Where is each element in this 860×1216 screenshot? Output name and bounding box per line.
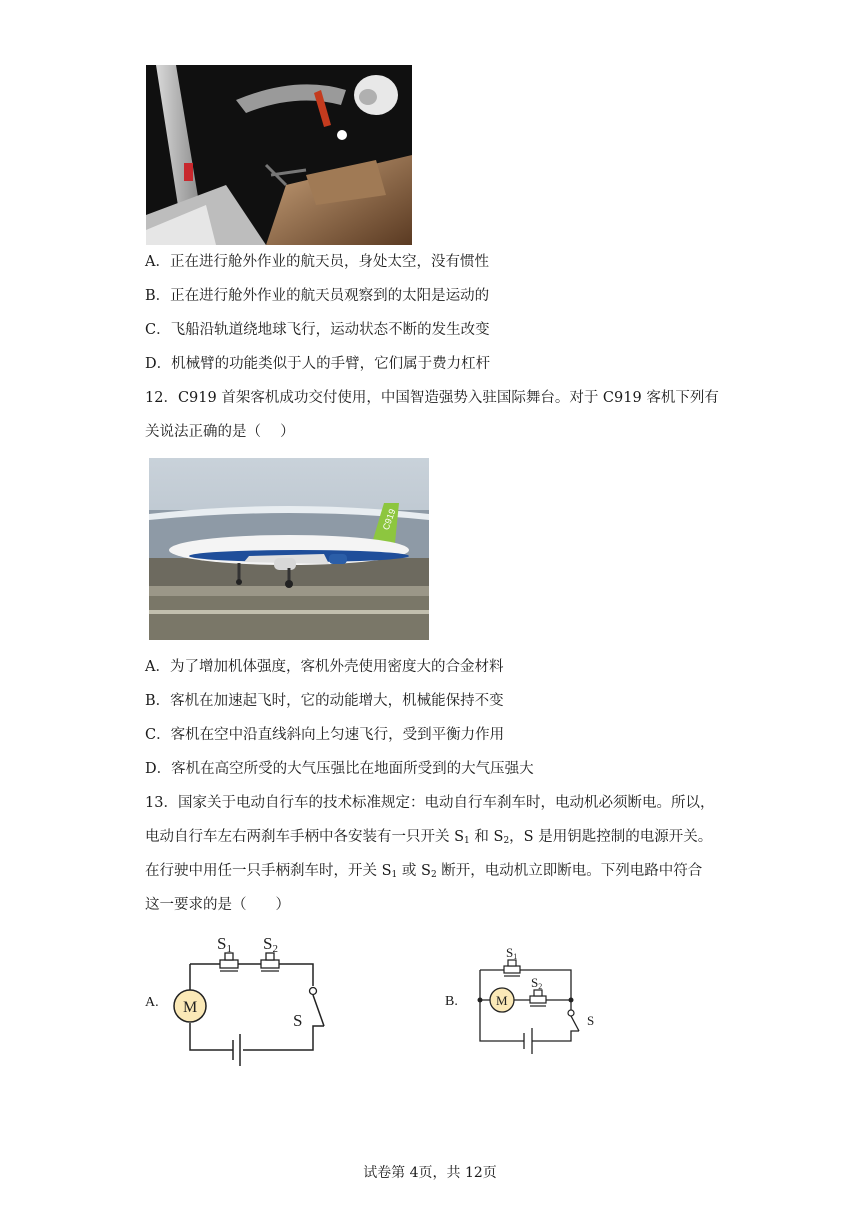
spacewalk-photo <box>146 65 412 245</box>
plane-tail-text: C919 <box>380 507 398 532</box>
circuit-b-label: B. <box>445 994 458 1009</box>
q11-option-c: C．飞船沿轨道绕地球飞行，运动状态不断的发生改变 <box>145 322 490 338</box>
q13-stem-line4: 这一要求的是（ ） <box>145 897 290 913</box>
q11-option-a: A．正在进行舱外作业的航天员，身处太空，没有惯性 <box>145 254 489 270</box>
circuit-a-s1-label: S1 <box>217 934 232 955</box>
q12-stem-line1: 12．C919 首架客机成功交付使用，中国智造强势入驻国际舞台。对于 C919 客机下列有 <box>145 390 719 406</box>
circuit-a-s-label: S <box>293 1011 303 1030</box>
page-footer: 试卷第 4页，共 12页 <box>363 1165 497 1181</box>
circuit-a-label: A. <box>145 995 159 1010</box>
circuit-b-s-label: S <box>587 1013 595 1028</box>
q13-stem-line1: 13．国家关于电动自行车的技术标准规定：电动自行车刹车时，电动机必须断电。所以， <box>145 795 715 811</box>
circuit-b <box>440 945 615 1060</box>
circuit-b-s2-label: S2 <box>531 975 543 991</box>
circuit-a-motor-label: M <box>183 999 198 1016</box>
q12-option-b: B．客机在加速起飞时，它的动能增大，机械能保持不变 <box>145 693 504 709</box>
q13-stem-line2: 电动自行车左右两刹车手柄中各安装有一只开关 $S_1$ 和 $S_2$，S 是用钥匙控制的电源开关。 <box>145 829 713 846</box>
q12-option-c: C．客机在空中沿直线斜向上匀速飞行，受到平衡力作用 <box>145 727 505 743</box>
circuit-b-motor-label: M <box>496 993 508 1008</box>
q12-option-d: D．客机在高空所受的大气压强比在地面所受到的大气压强大 <box>145 761 534 777</box>
q11-option-b: B．正在进行舱外作业的航天员观察到的太阳是运动的 <box>145 288 490 304</box>
q12-option-a: A．为了增加机体强度，客机外壳使用密度大的合金材料 <box>145 659 504 675</box>
circuit-b-s1-label: S1 <box>506 945 518 961</box>
circuit-a <box>140 928 340 1073</box>
circuit-a-s2-label: S2 <box>263 934 278 955</box>
q12-stem-line2: 关说法正确的是（ ） <box>145 424 295 440</box>
q11-option-d: D．机械臂的功能类似于人的手臂，它们属于费力杠杆 <box>145 356 491 372</box>
c919-photo <box>149 458 429 640</box>
q13-stem-line3: 在行驶中用任一只手柄刹车时，开关 $S_1$ 或 $S_2$ 断开，电动机立即断电。下列电路中符合 <box>145 863 703 880</box>
